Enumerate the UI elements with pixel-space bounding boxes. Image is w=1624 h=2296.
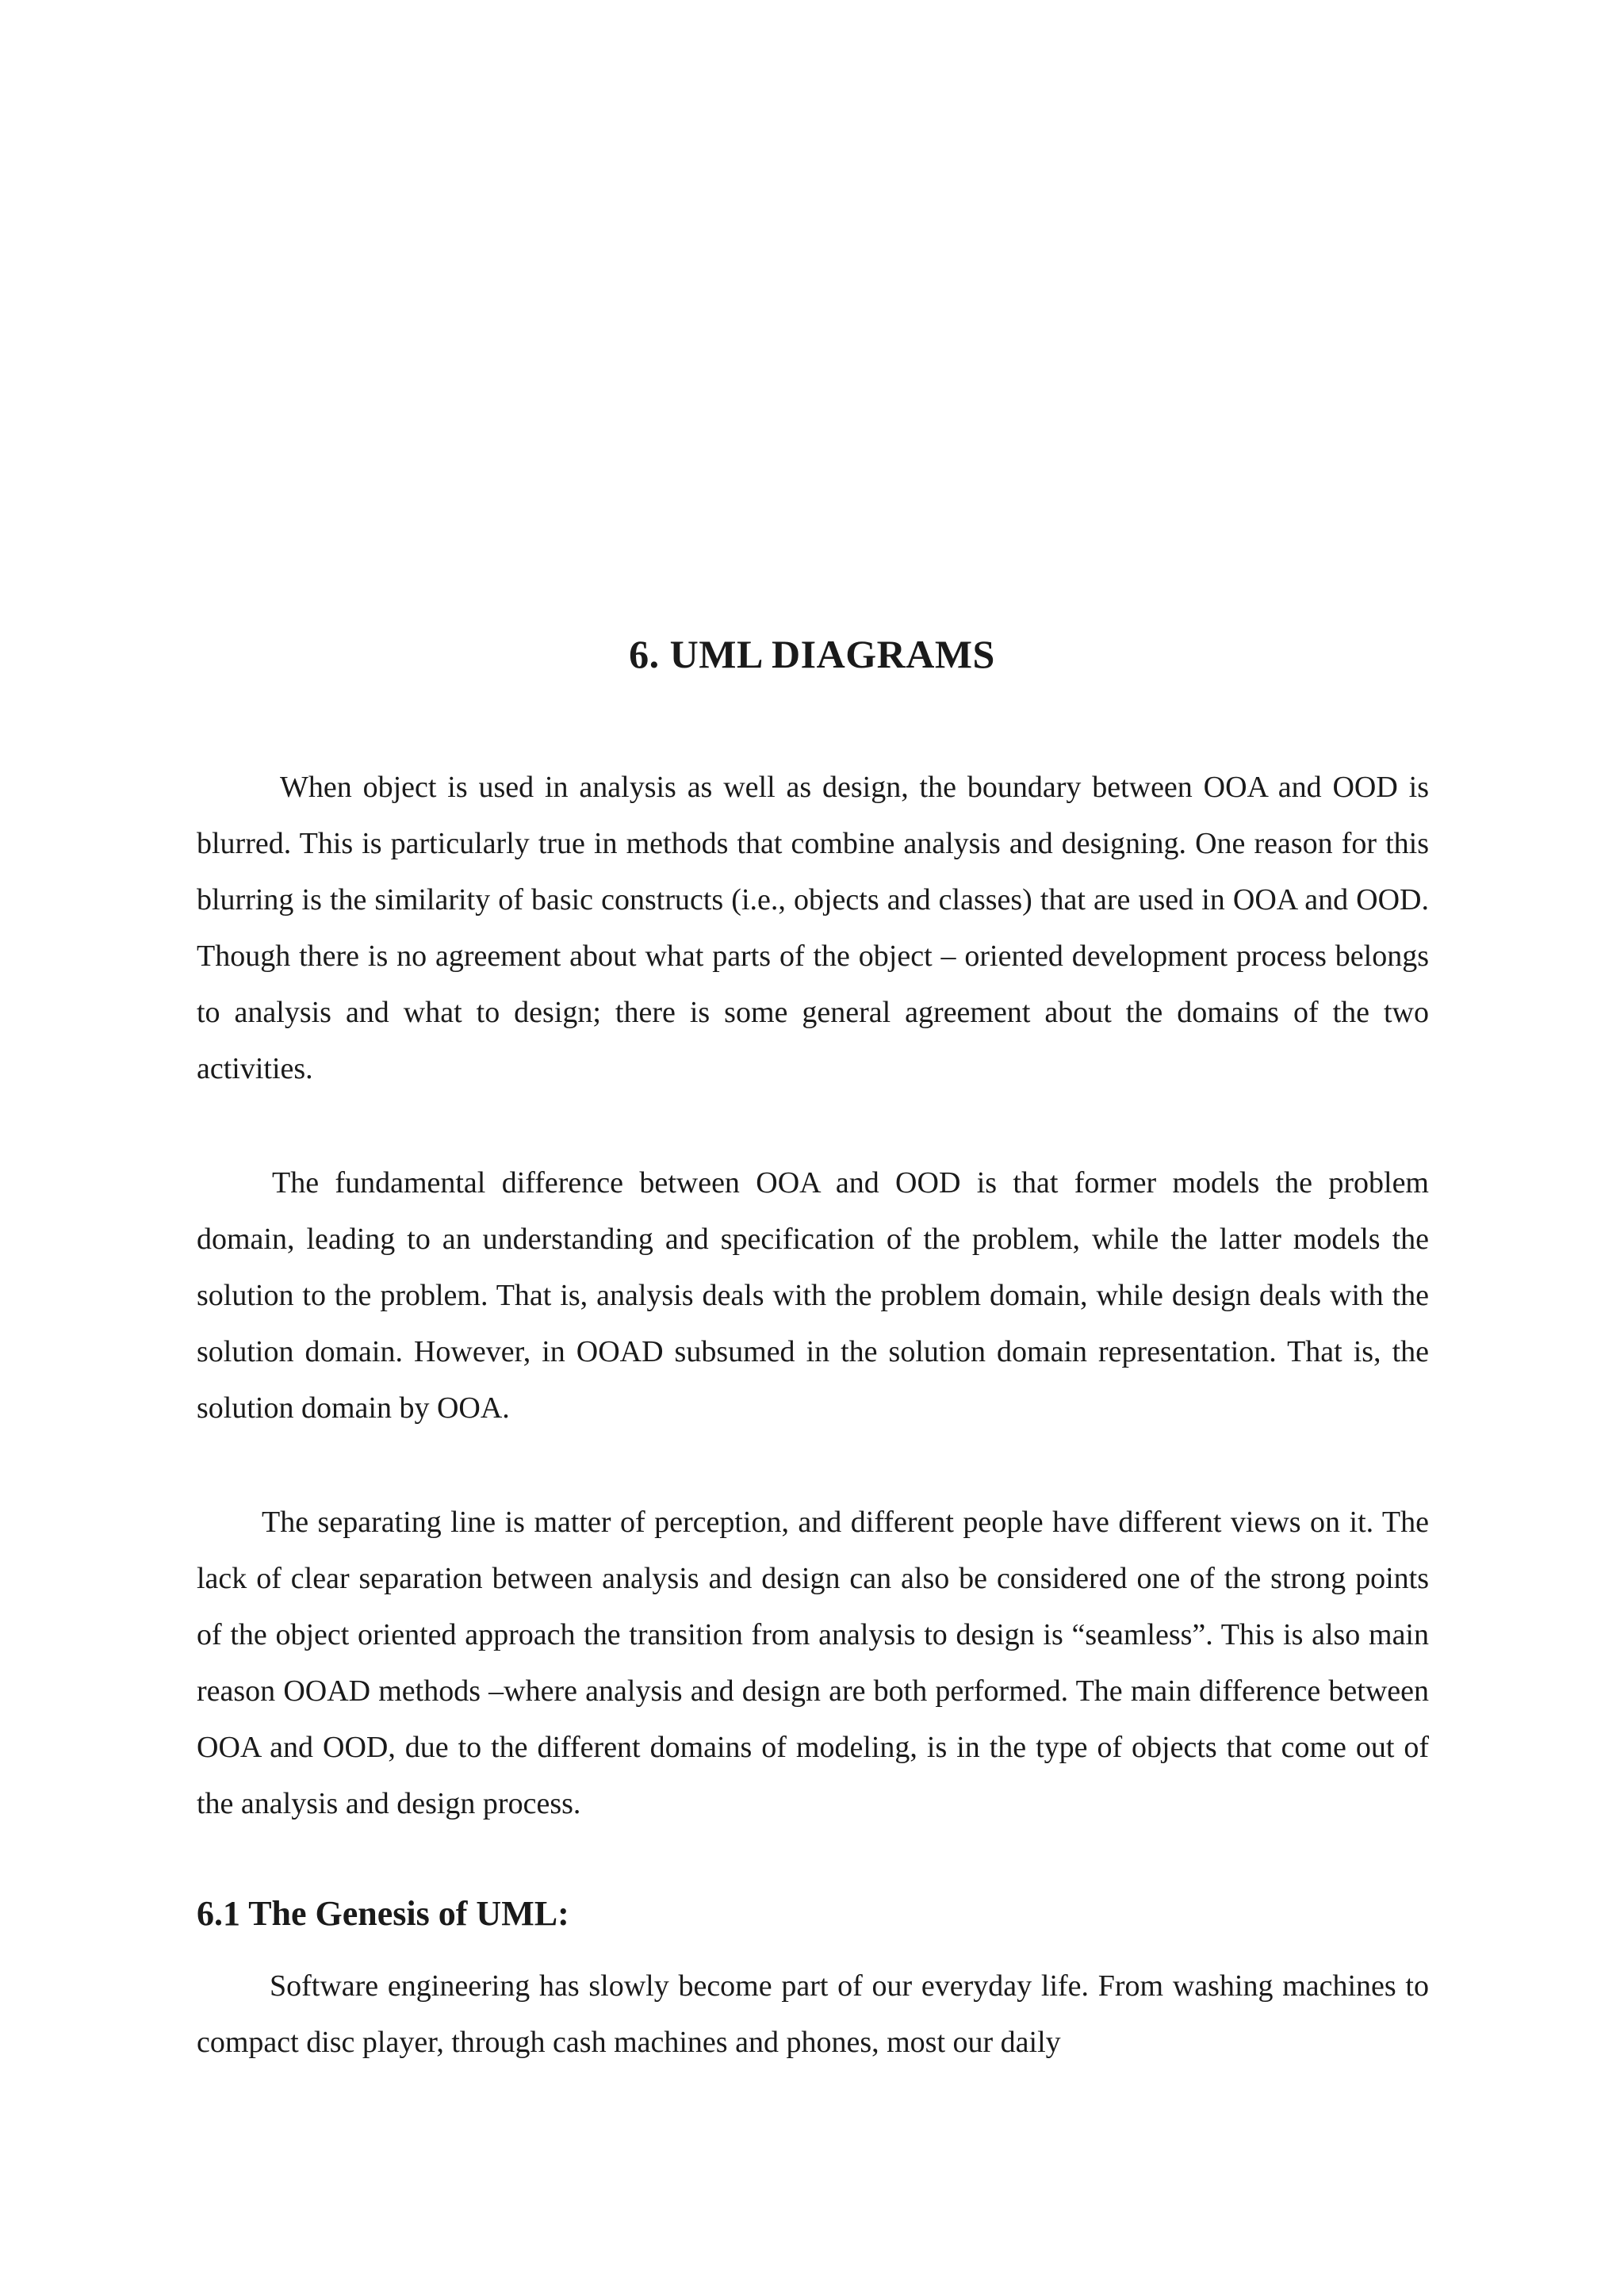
paragraph-separating-line: The separating line is matter of perception, and different people have different views on it. The lack of clear separation between analysis and design can also be considered one of the strong points of the object oriented approach the transition from analysis to design is “seamless”. This is also main reason OOAD methods –where analysis and design are both performed. The main difference between OOA and OOD, due to the different domains of modeling, is in the type of objects that come out of the analysis and design process. — [197, 1506, 1429, 1820]
section-heading-genesis-of-uml: 6.1 The Genesis of UML: — [197, 1894, 569, 1933]
paragraph-software-engineering: Software engineering has slowly become part of our everyday life. From washing machines to compact disc player, through cash machines and phones, most our daily — [197, 1969, 1429, 2059]
chapter-title: 6. UML DIAGRAMS — [629, 632, 995, 676]
paragraph-fundamental-difference: The fundamental difference between OOA and OOD is that former models the problem domain, leading to an understanding and specification of the problem, while the latter models the solution to the problem. That is, analysis deals with the problem domain, while design deals with the solution domain. However, in OOAD subsumed in the solution domain representation. That is, the solution domain by OOA. — [197, 1166, 1429, 1425]
paragraph-ooa-ood-boundary: When object is used in analysis as well as design, the boundary between OOA and OOD is blurred. This is particularly true in methods that combine analysis and designing. One reason for this blurring is the similarity of basic constructs (i.e., objects and classes) that are used in OOA and OOD. Though there is no agreement about what parts of the object – oriented development process belongs to analysis and what to design; there is some general agreement about the domains of the two activities. — [197, 771, 1429, 1085]
